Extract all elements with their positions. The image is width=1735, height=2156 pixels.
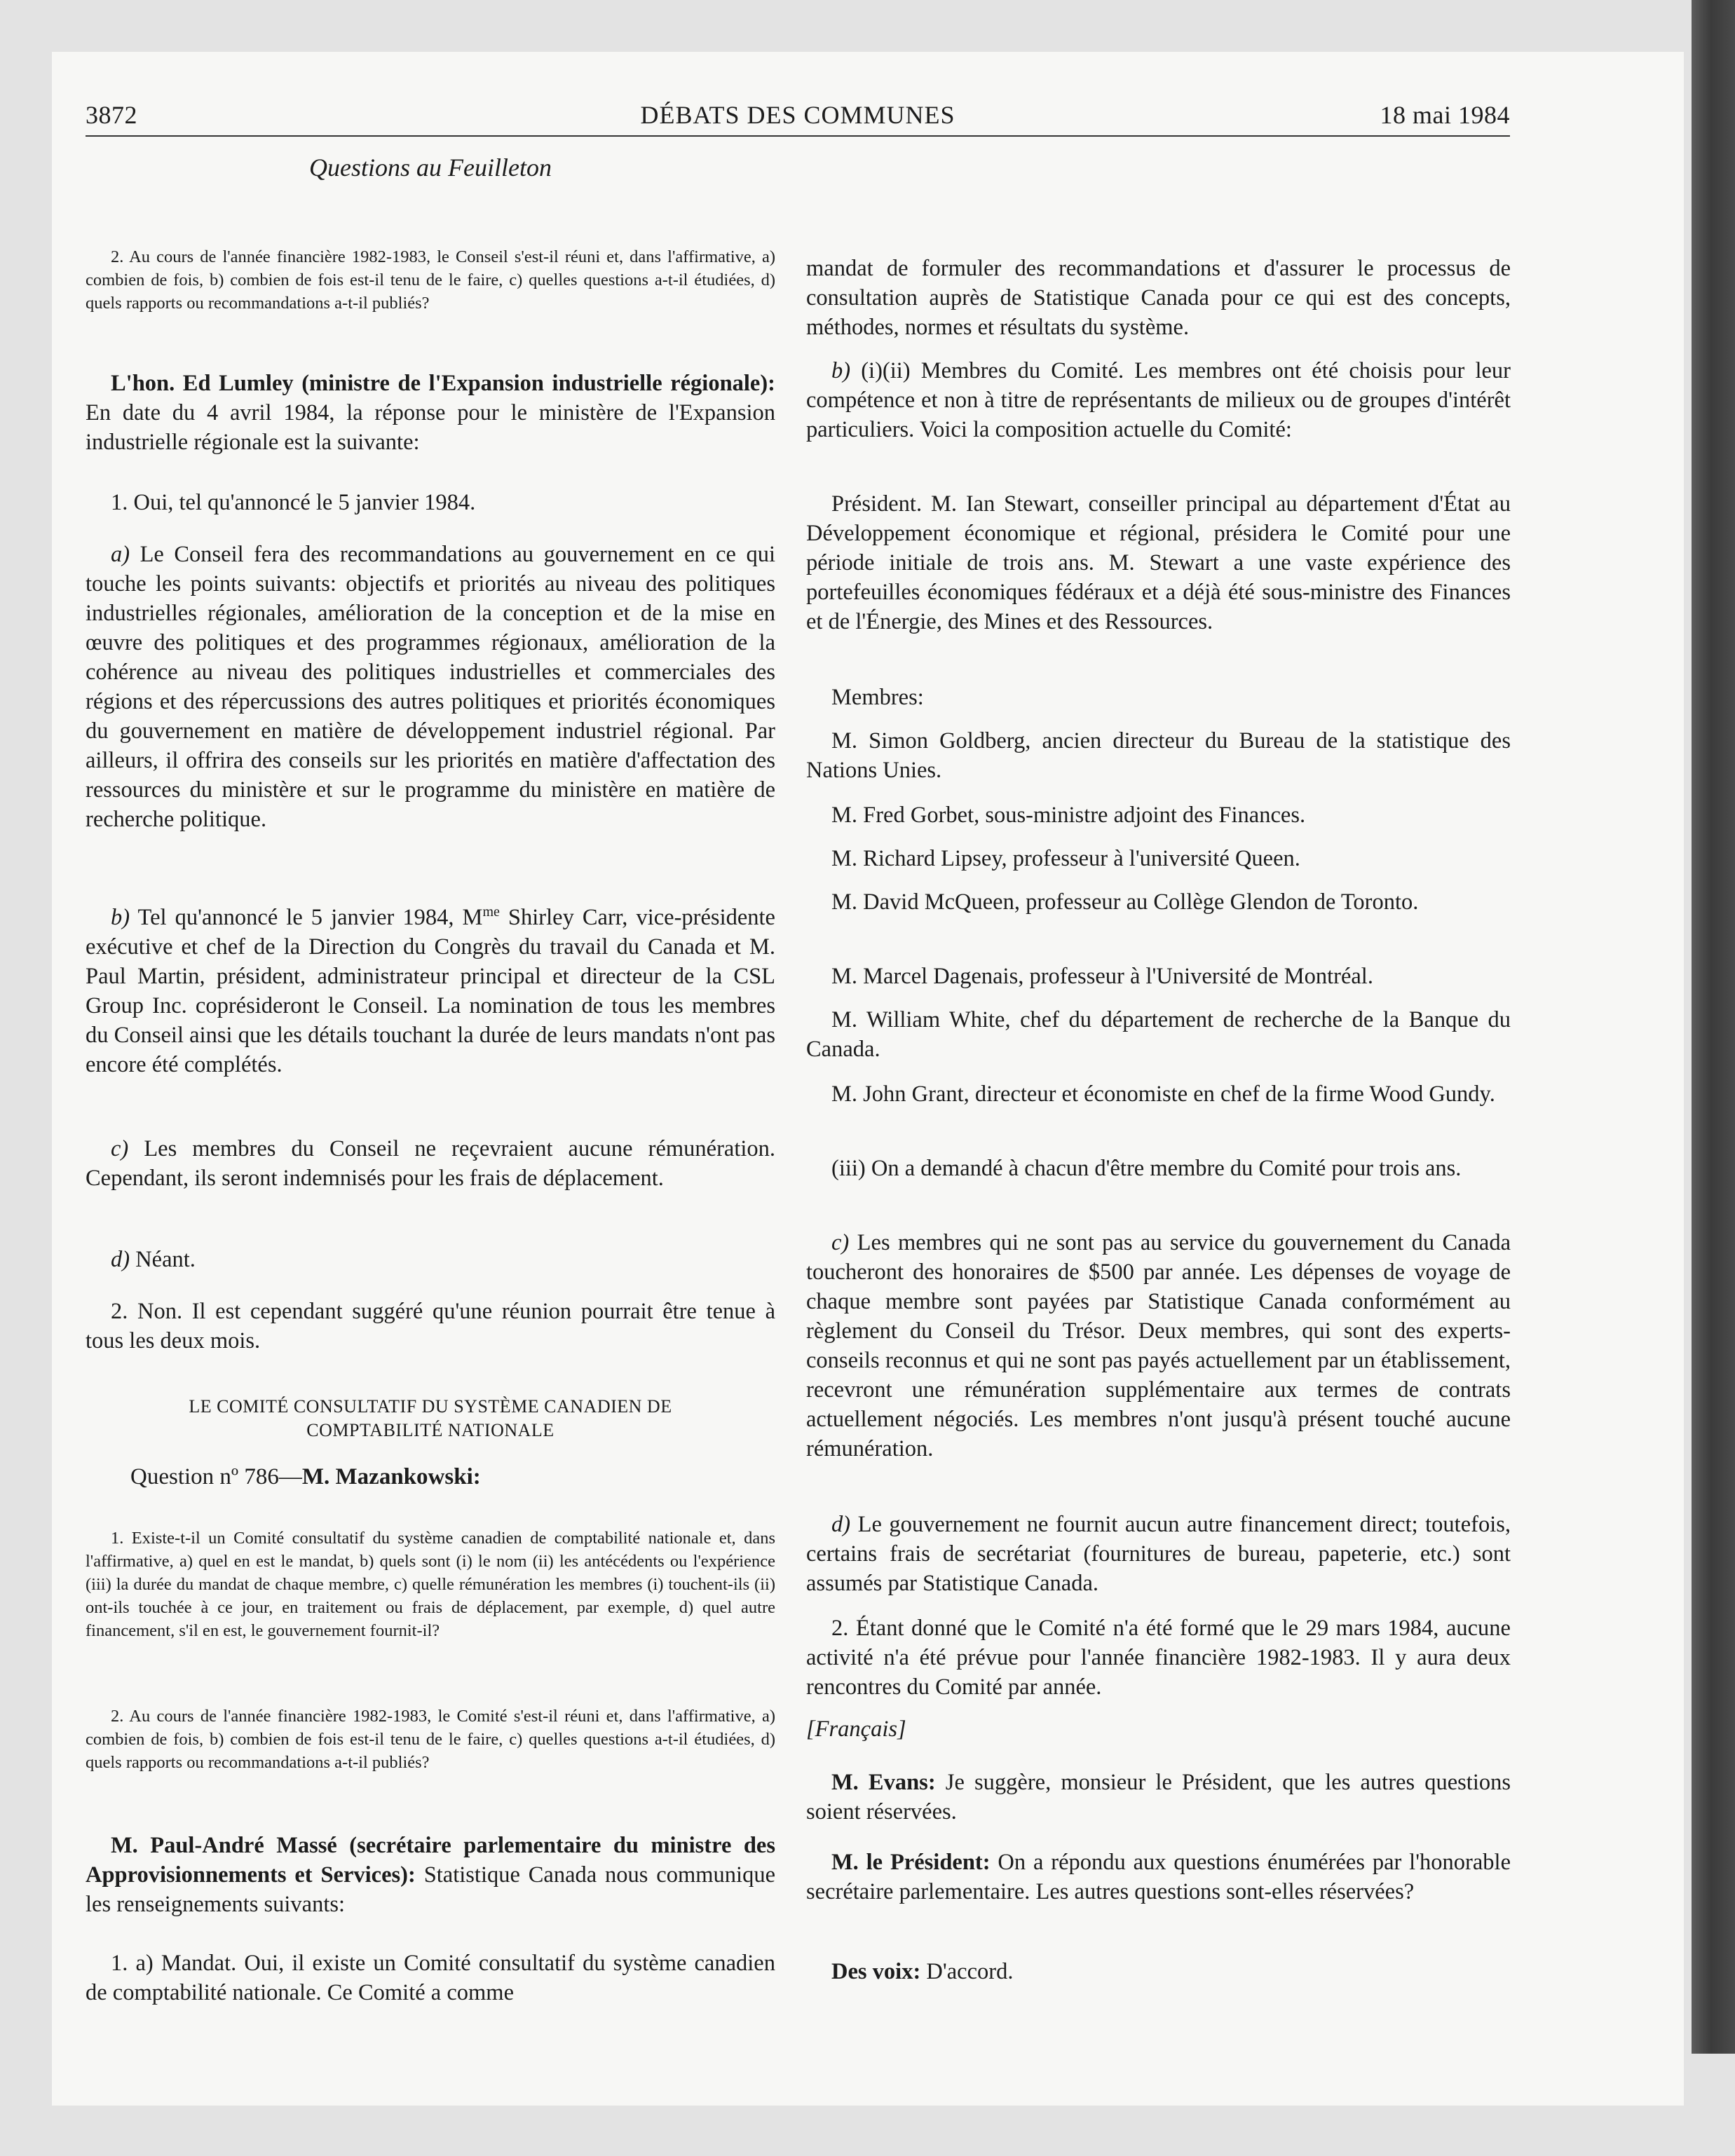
answer-item: 2. Étant donné que le Comité n'a été formé que le 29 mars 1984, aucune activité n'a été prévue pour l'année financière 1982-1983. Il y aura deux rencontres du Comité par année. xyxy=(806,1616,1511,1700)
answer-paragraph: Président. M. Ian Stewart, conseiller principal au département d'État au Développement économique et régional, présidera le Comité pour une période initiale de trois ans. M. Stewart a une vaste expérience des portefeuilles économiques fédéraux et a déjà été sous-ministre des Finances et de l'Énergie, des Mines et des Ressources. xyxy=(806,491,1511,634)
debate-paragraph: M. le Président: On a répondu aux questions énumérées par l'honorable secrétaire parlementaire. Les autres questions sont-elles réservées? xyxy=(806,1850,1511,1904)
speaker-name: Des voix: xyxy=(831,1959,921,1984)
running-header xyxy=(86,100,1510,137)
answer-item: c) Les membres du Conseil ne reçevraient aucune rémunération. Cependant, ils seront indemnisés pour les frais de déplacement. xyxy=(86,1136,776,1191)
answer-item: c) Les membres qui ne sont pas au service du gouvernement du Canada toucheront des honoraires de $500 par année. Les dépenses de voyage de chaque membre sont payées par Statistique Canada conformément au règlement du Conseil du Trésor. Deux membres, qui sont des experts-conseils reconnus et qui ne sont pas payés actuellement par un établissement, recevront une rémunération supplémentaire aux termes de contrats actuellement négociés. Les membres n'ont jusqu'à présent touché aucune rémunération. xyxy=(806,1230,1511,1461)
answer-paragraph: M. Paul-André Massé (secrétaire parlementaire du ministre des Approvisionnements et Services): Statistique Canada nous communique les renseignements suivants: xyxy=(86,1833,775,1917)
answer-item: a) Le Conseil fera des recommandations au gouvernement en ce qui touche les points suivants: objectifs et priorités au niveau des politiques industrielles régionales, amélioration de la conception et de la mise en œuvre des politiques et des programmes régionaux, amélioration de la cohérence au niveau des politiques industrielles et commerciales des régions et des répercussions des autres politiques et priorités économiques du gouvernement en matière de développement industriel régional. Par ailleurs, il offrira des conseils sur les priorités en matière d'affectation des ressources du ministère et sur le programme du ministère en matière de recherche politique. xyxy=(86,542,775,832)
member-entry: M. William White, chef du département de recherche de la Banque du Canada. xyxy=(806,1007,1511,1062)
answer-item: 1. Oui, tel qu'annoncé le 5 janvier 1984. xyxy=(111,490,476,515)
speaker-name: M. le Président: xyxy=(831,1850,991,1875)
scan-spine-shadow xyxy=(1692,0,1735,2054)
header-date: 18 mai 1984 xyxy=(1380,101,1510,129)
answer-item: d) Néant. xyxy=(111,1247,196,1272)
question-text: 2. Au cours de l'année financière 1982-1983, le Conseil s'est-il réuni et, dans l'affirmative, a) combien de fois, b) combien de fois est-il tenu de le faire, c) quelles questions a-t-il étudiées, d) quels rapports ou recommandations a-t-il publiés? xyxy=(86,247,775,313)
member-entry: M. Richard Lipsey, professeur à l'université Queen. xyxy=(831,846,1300,871)
committee-heading: LE COMITÉ CONSULTATIF DU SYSTÈME CANADIEN DE COMPTABILITÉ NATIONALE xyxy=(189,1396,672,1440)
language-tag: [Français] xyxy=(806,1717,906,1742)
answer-item: b) Tel qu'annoncé le 5 janvier 1984, $M^{me}$ Shirley Carr, vice-présidente exécutive et chef de la Direction du Congrès du travail du Canada et M. Paul Martin, président, administrateur principal et directeur de la CSL Group Inc. coprésideront le Conseil. La nomination de tous les membres du Conseil ainsi que les détails touchant la durée de leurs mandats n'ont pas encore été complétés. xyxy=(86,904,775,1077)
member-entry: M. John Grant, directeur et économiste en chef de la firme Wood Gundy. xyxy=(831,1082,1495,1107)
question-text: 2. Au cours de l'année financière 1982-1983, le Comité s'est-il réuni et, dans l'affirmative, a) combien de fois, b) combien de fois est-il tenu de le faire, c) quelles questions a-t-il étudiées, d) quels rapports ou recommandations a-t-il publiés? xyxy=(86,1707,775,1772)
member-entry: M. Marcel Dagenais, professeur à l'Université de Montréal. xyxy=(831,964,1373,989)
debate-paragraph: Des voix: D'accord. xyxy=(831,1959,1014,1984)
answer-paragraph: L'hon. Ed Lumley (ministre de l'Expansion industrielle régionale): En date du 4 avril 1984, la réponse pour le ministère de l'Expansion industrielle régionale est la suivante: xyxy=(86,371,775,455)
publication-title: DÉBATS DES COMMUNES xyxy=(640,101,955,129)
member-entry: M. Fred Gorbet, sous-ministre adjoint des Finances. xyxy=(831,803,1306,828)
question-heading: Question nº 786—M. Mazankowski: xyxy=(130,1464,481,1489)
page-number: 3872 xyxy=(86,101,137,129)
answer-item: b) (i)(ii) Membres du Comité. Les membres ont été choisis pour leur compétence et non à titre de représentants de milieux ou de groupes d'intérêt particuliers. Voici la composition actuelle du Comité: xyxy=(806,358,1511,442)
section-title: Questions au Feuilleton xyxy=(309,153,552,182)
answer-item: d) Le gouvernement ne fournit aucun autre financement direct; toutefois, certains frais de secrétariat (fournitures de bureau, papeterie, etc.) sont assumés par Statistique Canada. xyxy=(806,1512,1511,1596)
answer-paragraph: mandat de formuler des recommandations et d'assurer le processus de consultation auprès de Statistique Canada pour ce qui est des concepts, méthodes, normes et résultats du système. xyxy=(806,256,1511,340)
member-entry: M. Simon Goldberg, ancien directeur du Bureau de la statistique des Nations Unies. xyxy=(806,728,1511,783)
member-entry: M. David McQueen, professeur au Collège Glendon de Toronto. xyxy=(831,889,1419,915)
members-label: Membres: xyxy=(831,685,924,710)
answer-item: 1. a) Mandat. Oui, il existe un Comité consultatif du système canadien de comptabilité nationale. Ce Comité a comme xyxy=(86,1951,775,2005)
question-text: 1. Existe-t-il un Comité consultatif du système canadien de comptabilité nationale et, dans l'affirmative, a) quel en est le mandat, b) quels sont (i) le nom (ii) les antécédents ou l'expérience (iii) la durée du mandat de chaque membre, c) quelle rémunération les membres (i) touchent-ils (ii) ont-ils touchée à ce jour, en traitement ou frais de déplacement, par exemple, d) quel autre financement, s'il en est, le gouvernement fournit-il? xyxy=(86,1529,775,1640)
answer-item: 2. Non. Il est cependant suggéré qu'une réunion pourrait être tenue à tous les deux mois. xyxy=(86,1299,775,1353)
speaker-name: L'hon. Ed Lumley (ministre de l'Expansion industrielle régionale): xyxy=(111,371,775,396)
speaker-name: M. Paul-André Massé (secrétaire parlementaire du ministre des Approvisionnements et Services): xyxy=(86,1833,775,1888)
debate-paragraph: M. Evans: Je suggère, monsieur le Président, que les autres questions soient réservées. xyxy=(806,1770,1511,1824)
speaker-name: M. Evans: xyxy=(831,1770,936,1795)
answer-item: (iii) On a demandé à chacun d'être membre du Comité pour trois ans. xyxy=(831,1156,1462,1181)
